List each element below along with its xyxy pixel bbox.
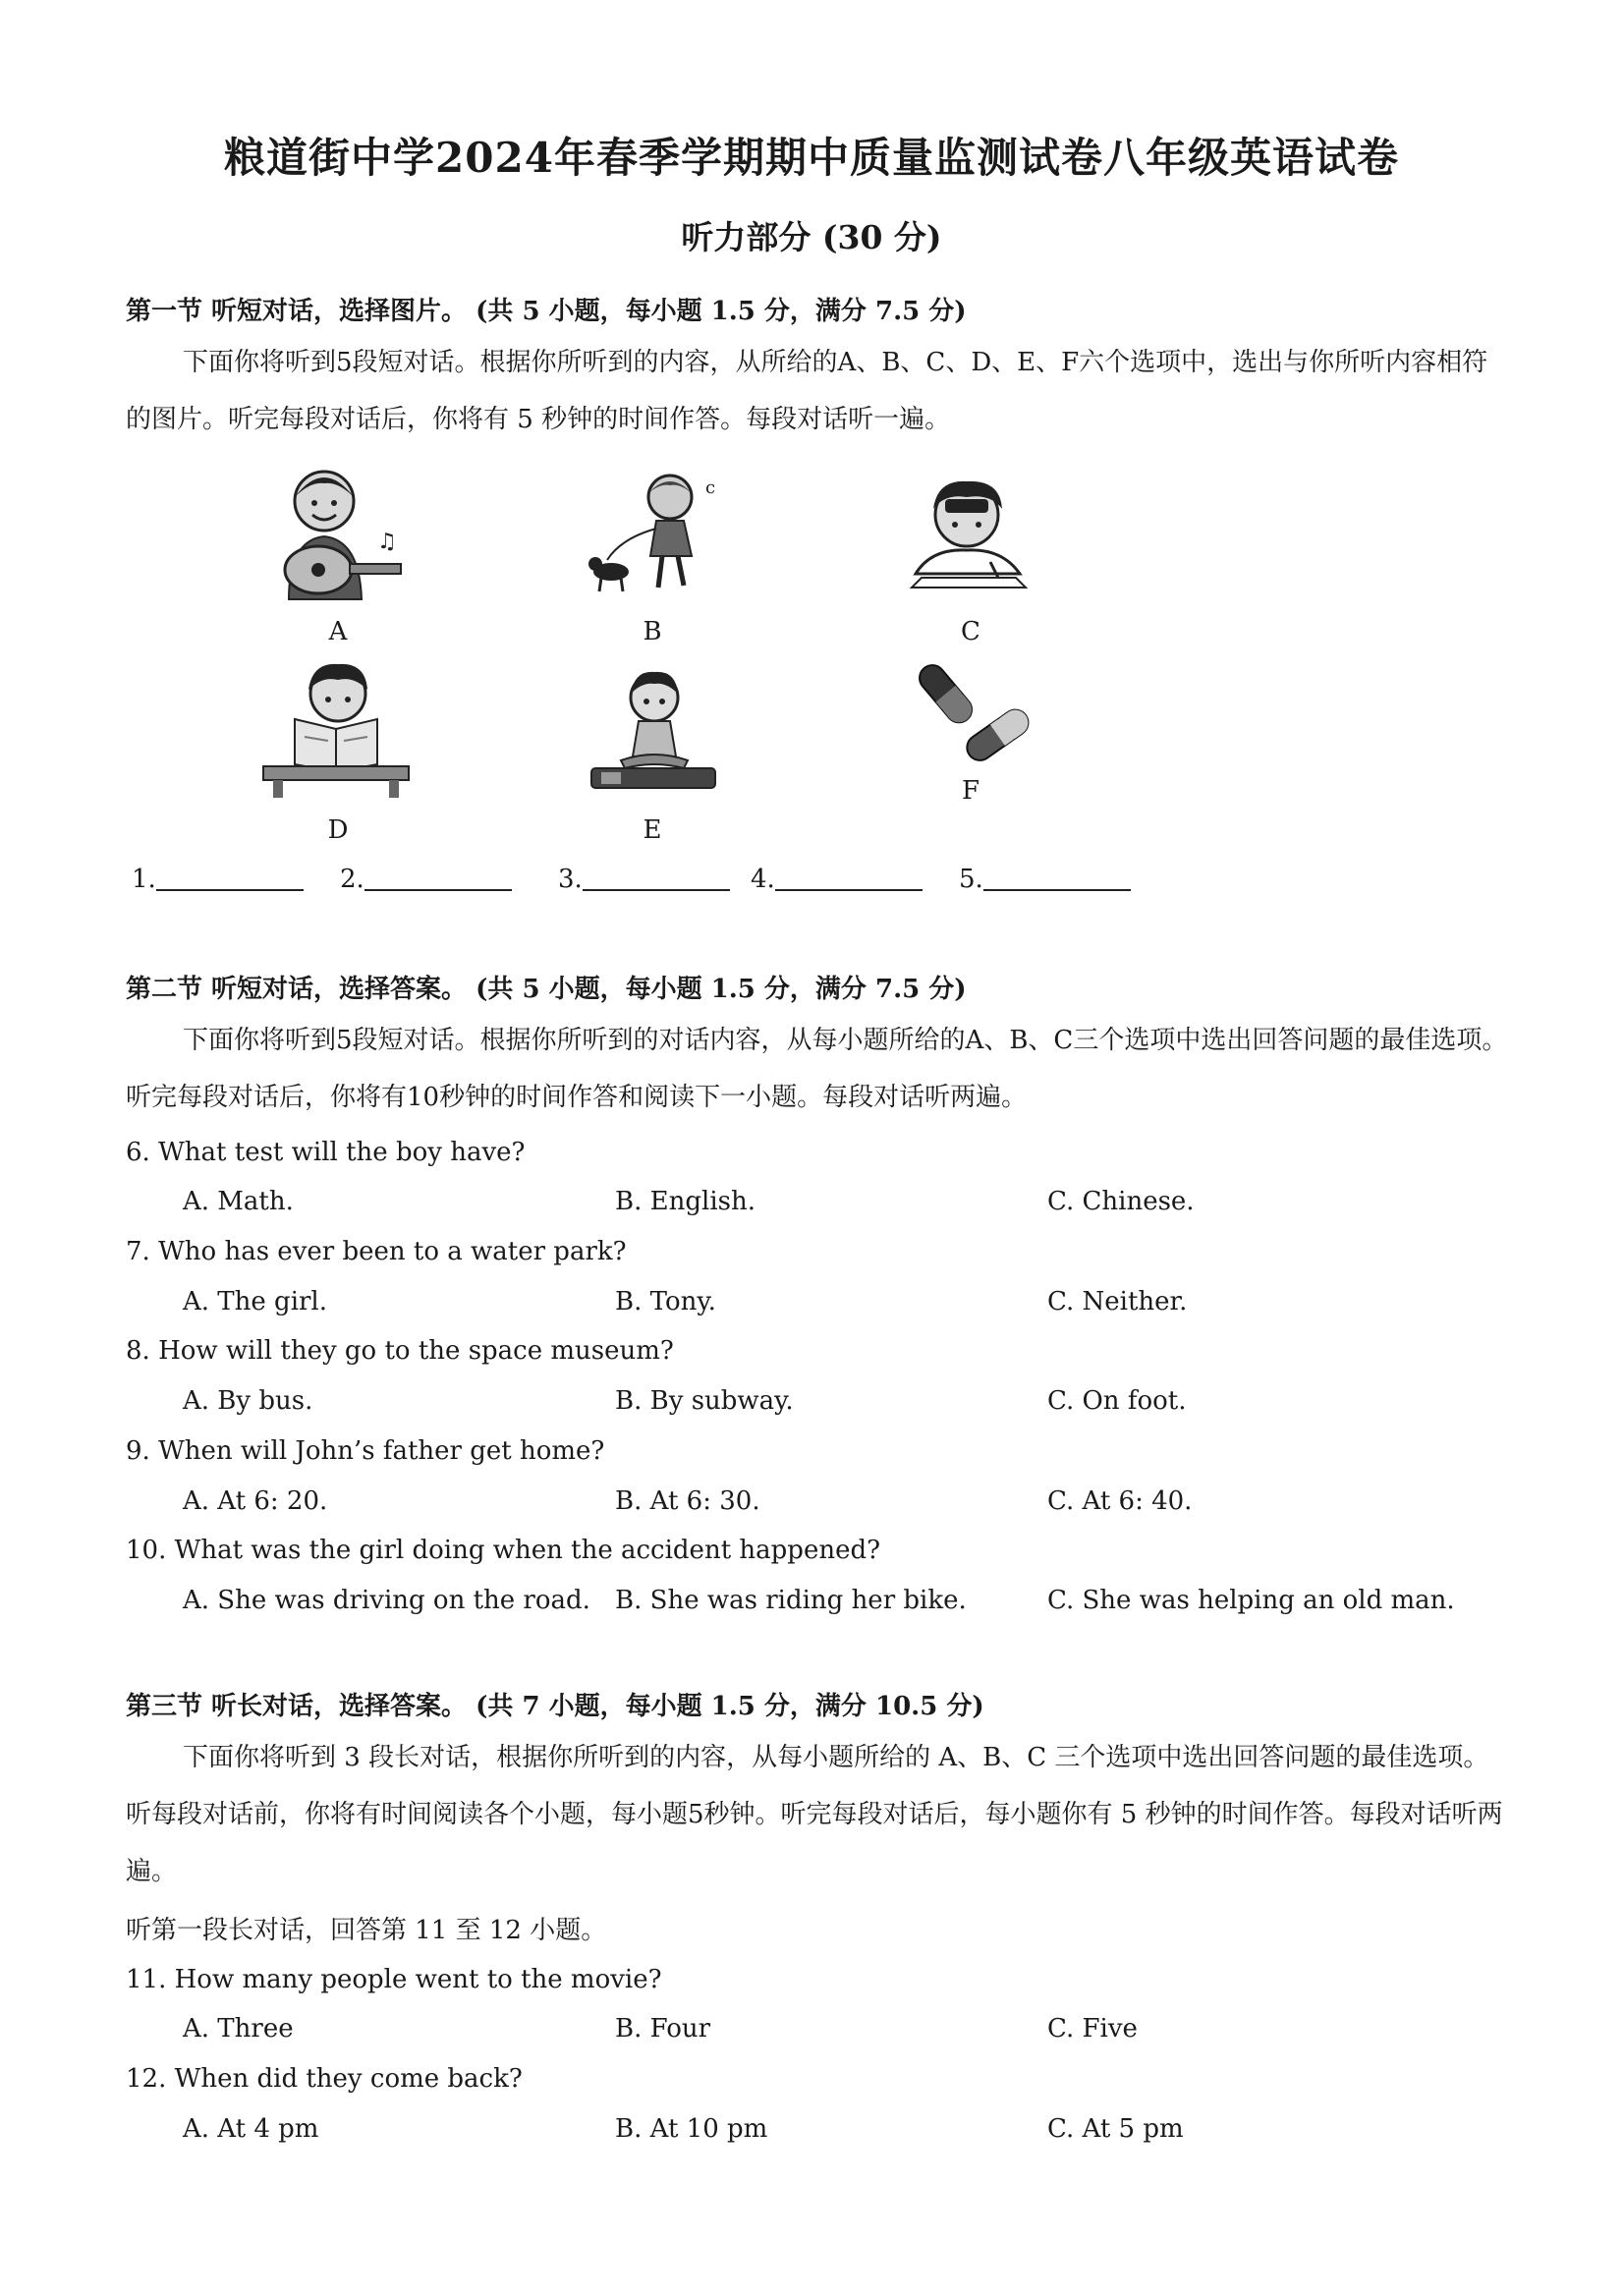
q9-option-c[interactable]: C. At 6: 40. bbox=[1047, 1486, 1193, 1516]
answer-blank-1[interactable]: 1. bbox=[132, 865, 304, 894]
answer-blank-4[interactable]: 4. bbox=[751, 865, 923, 894]
q10-option-b[interactable]: B. She was riding her bike. bbox=[615, 1586, 967, 1615]
answer-blank-3[interactable]: 3. bbox=[558, 865, 730, 894]
picture-label-c: C bbox=[961, 617, 980, 646]
q11-option-a[interactable]: A. Three bbox=[183, 2014, 294, 2044]
picture-label-d: D bbox=[327, 815, 349, 845]
exam-title: 粮道街中学2024年春季学期期中质量监测试卷八年级英语试卷 bbox=[224, 134, 1399, 182]
boy-reading-newspaper-icon bbox=[259, 660, 413, 800]
q9-option-a[interactable]: A. At 6: 20. bbox=[183, 1486, 328, 1516]
girl-walking-dog-icon bbox=[582, 470, 723, 597]
q12-option-a[interactable]: A. At 4 pm bbox=[183, 2114, 319, 2144]
q7-option-a[interactable]: A. The girl. bbox=[183, 1287, 328, 1316]
listening-part-title: 听力部分 (30 分) bbox=[681, 218, 942, 256]
section2-instructions: 下面你将听到5段短对话。根据你所听到的对话内容，从每小题所给的A、B、C三个选项中选出回答问题的最佳选项。听完每段对话后，你将有10秒钟的时间作答和阅读下一小题。每段对话听两遍。 bbox=[126, 1026, 1508, 1112]
q6-option-a[interactable]: A. Math. bbox=[183, 1187, 294, 1216]
q9-option-b[interactable]: B. At 6: 30. bbox=[615, 1486, 760, 1516]
boy-playing-guitar-icon bbox=[267, 462, 409, 604]
question-9: 9. When will John’s father get home? bbox=[126, 1436, 605, 1466]
picture-label-e: E bbox=[643, 815, 662, 845]
question-10: 10. What was the girl doing when the accident happened? bbox=[126, 1536, 881, 1565]
question-6: 6. What test will the boy have? bbox=[126, 1138, 526, 1167]
boy-writing-icon bbox=[902, 476, 1035, 591]
q12-option-c[interactable]: C. At 5 pm bbox=[1047, 2114, 1184, 2144]
svg-text:♫: ♫ bbox=[377, 530, 397, 554]
question-7: 7. Who has ever been to a water park? bbox=[126, 1237, 627, 1266]
picture-label-b: B bbox=[643, 617, 662, 646]
question-11: 11. How many people went to the movie? bbox=[126, 1965, 662, 1994]
answer-blank-5[interactable]: 5. bbox=[959, 865, 1131, 894]
q12-option-b[interactable]: B. At 10 pm bbox=[615, 2114, 768, 2144]
q6-option-b[interactable]: B. English. bbox=[615, 1187, 756, 1216]
q6-option-c[interactable]: C. Chinese. bbox=[1047, 1187, 1195, 1216]
question-12: 12. When did they come back? bbox=[126, 2064, 523, 2094]
q10-option-a[interactable]: A. She was driving on the road. bbox=[183, 1586, 590, 1615]
question-8: 8. How will they go to the space museum? bbox=[126, 1336, 674, 1366]
answer-blank-2[interactable]: 2. bbox=[340, 865, 512, 894]
q8-option-b[interactable]: B. By subway. bbox=[615, 1386, 794, 1416]
section3-heading: 第三节 听长对话，选择答案。 (共 7 小题，每小题 1.5 分，满分 10.5 分) bbox=[126, 1692, 984, 1721]
dialog1-intro: 听第一段长对话，回答第 11 至 12 小题。 bbox=[126, 1916, 607, 1945]
svg-text:c: c bbox=[705, 477, 716, 498]
q7-option-b[interactable]: B. Tony. bbox=[615, 1287, 716, 1316]
section1-instructions: 下面你将听到5段短对话。根据你所听到的内容，从所给的A、B、C、D、E、F六个选项中，选出与你所听内容相符的图片。听完每段对话后，你将有 5 秒钟的时间作答。每段对话听一遍。 bbox=[126, 348, 1488, 434]
picture-label-a: A bbox=[328, 617, 348, 646]
medicine-capsules-icon bbox=[906, 652, 1039, 768]
q11-option-c[interactable]: C. Five bbox=[1047, 2014, 1138, 2044]
q8-option-c[interactable]: C. On foot. bbox=[1047, 1386, 1187, 1416]
q10-option-c[interactable]: C. She was helping an old man. bbox=[1047, 1586, 1455, 1615]
section2-heading: 第二节 听短对话，选择答案。 (共 5 小题，每小题 1.5 分，满分 7.5 分) bbox=[126, 975, 967, 1004]
boy-sitting-mat-icon bbox=[582, 666, 725, 794]
picture-label-f: F bbox=[961, 776, 980, 806]
q8-option-a[interactable]: A. By bus. bbox=[183, 1386, 313, 1416]
section1-heading: 第一节 听短对话，选择图片。 (共 5 小题，每小题 1.5 分，满分 7.5 分) bbox=[126, 297, 967, 326]
section3-instructions: 下面你将听到 3 段长对话，根据你所听到的内容，从每小题所给的 A、B、C 三个选项中选出回答问题的最佳选项。听每段对话前，你将有时间阅读各个小题，每小题5秒钟。听完每段对话后，每小题你有 5 秒钟的时间作答。每段对话听两遍。 bbox=[126, 1743, 1503, 1886]
q7-option-c[interactable]: C. Neither. bbox=[1047, 1287, 1188, 1316]
q11-option-b[interactable]: B. Four bbox=[615, 2014, 711, 2044]
